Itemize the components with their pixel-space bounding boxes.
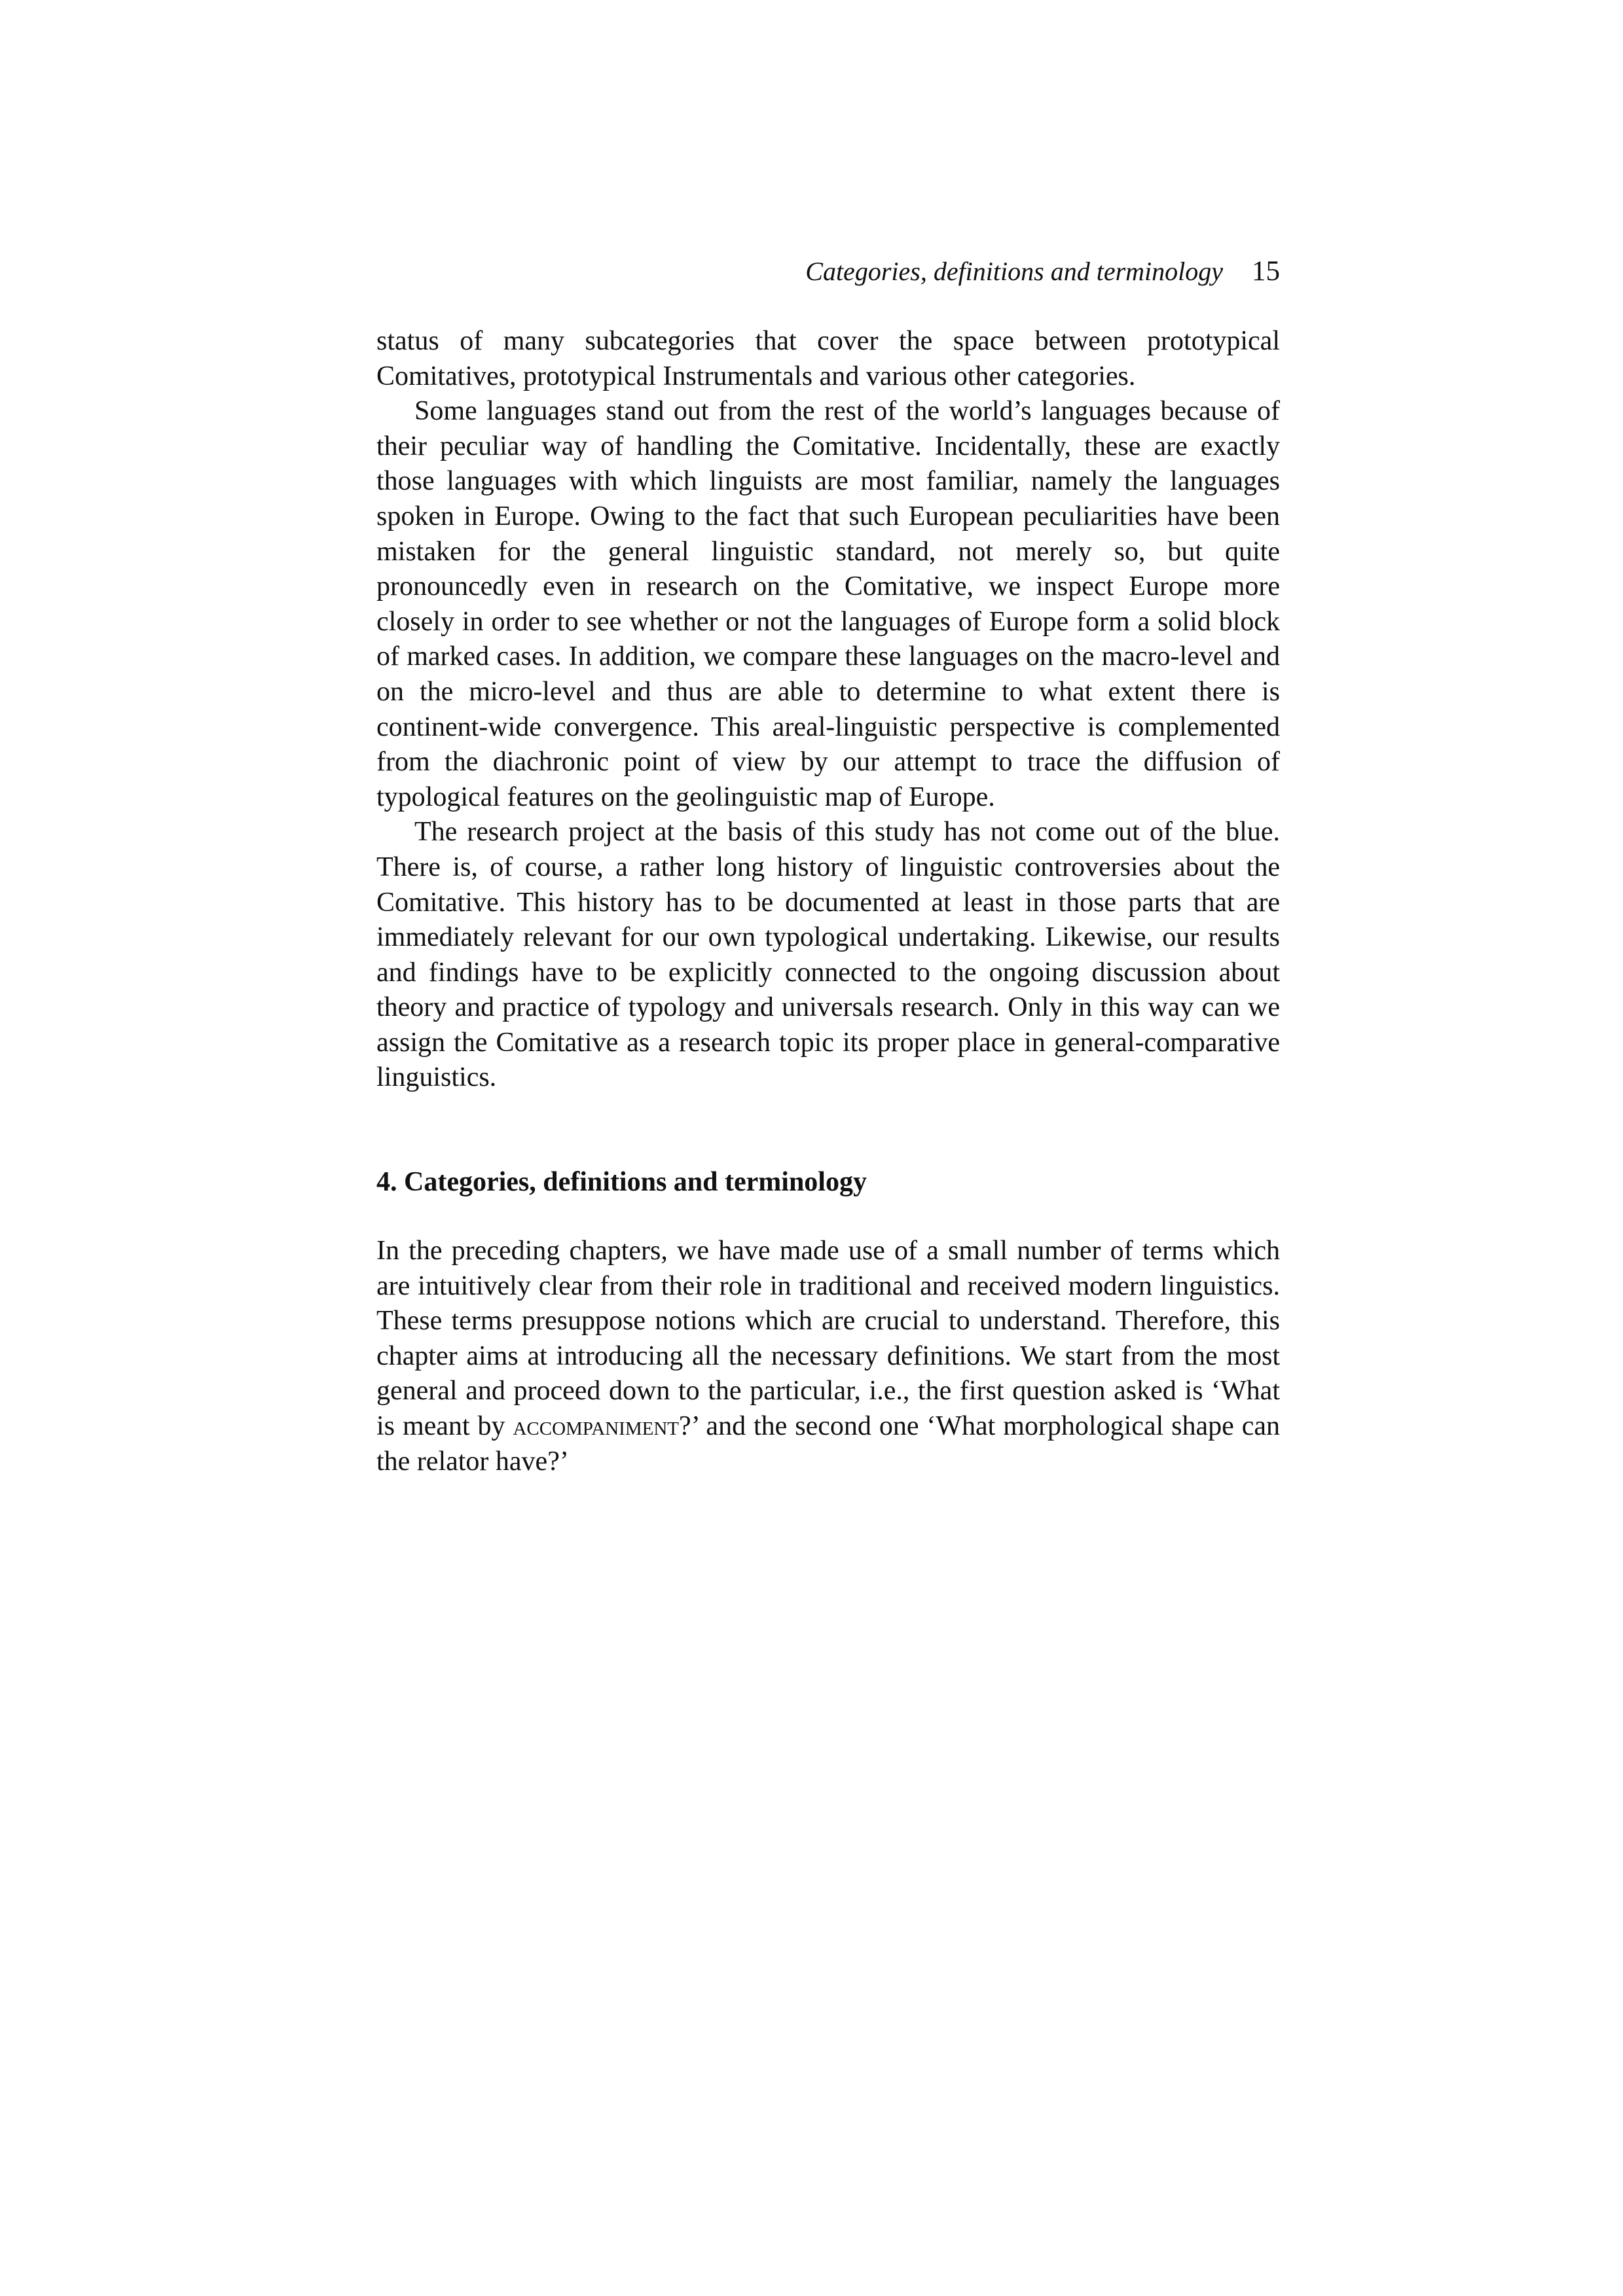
section-intro-paragraph xyxy=(376,1234,1280,1479)
paragraph-continuation: status of many subcategories that cover the space between prototypical Comitatives, prototypical Instrumentals and various other categories. xyxy=(376,326,1280,391)
paragraph-europe: Some languages stand out from the rest of the world’s languages because of their peculiar way of handling the Comitative. Incidentally, these are exactly those languages with which linguists are most familiar, namely the languages spoken in Europe. Owing to the fact that such European peculiarities have been mistaken for the general linguistic standard, not merely so, but quite pronouncedly even in research on the Comitative, we inspect Europe more closely in order to see whether or not the languages of Europe form a solid block of marked cases. In addition, we compare these languages on the macro-level and on the micro-level and thus are able to determine to what extent there is continent-wide convergence. This areal-linguistic perspective is complemented from the diachronic point of view by our attempt to trace the diffusion of typological features on the geolinguistic map of Europe. xyxy=(376,396,1280,812)
running-title: Categories, definitions and terminology xyxy=(805,257,1223,286)
section-heading: 4. Categories, definitions and terminology xyxy=(376,1167,867,1198)
paragraph-research-project: The research project at the basis of this study has not come out of the blue. There is, of course, a rather long history of linguistic controversies about the Comitative. This history has to be documented at least in those parts that are immediately relevant for our own typological undertaking. Likewise, our results and findings have to be explicitly connected to the ongoing discussion about theory and practice of typology and universals research. Only in this way can we assign the Comitative as a research topic its proper place in general-comparative linguistics. xyxy=(376,817,1280,1093)
section-intro-text-end: ?’ and the second one ‘What morphological shape can the relator have?’ xyxy=(376,1411,1281,1477)
section-intro-text: In the preceding chapters, we have made use of a small number of terms which are intuitively clear from their role in traditional and received modern linguistics. These terms presuppose notions which are crucial to understand. Therefore, this chapter aims at introducing all the necessary definitions. We start from the most general and proceed down to the particular, i.e., the first question asked is ‘What is meant by xyxy=(376,1236,1280,1442)
main-text xyxy=(376,324,1280,1479)
running-header xyxy=(376,252,1280,291)
page-number: 15 xyxy=(1252,256,1280,287)
accompaniment-term: accompaniment xyxy=(513,1411,679,1442)
